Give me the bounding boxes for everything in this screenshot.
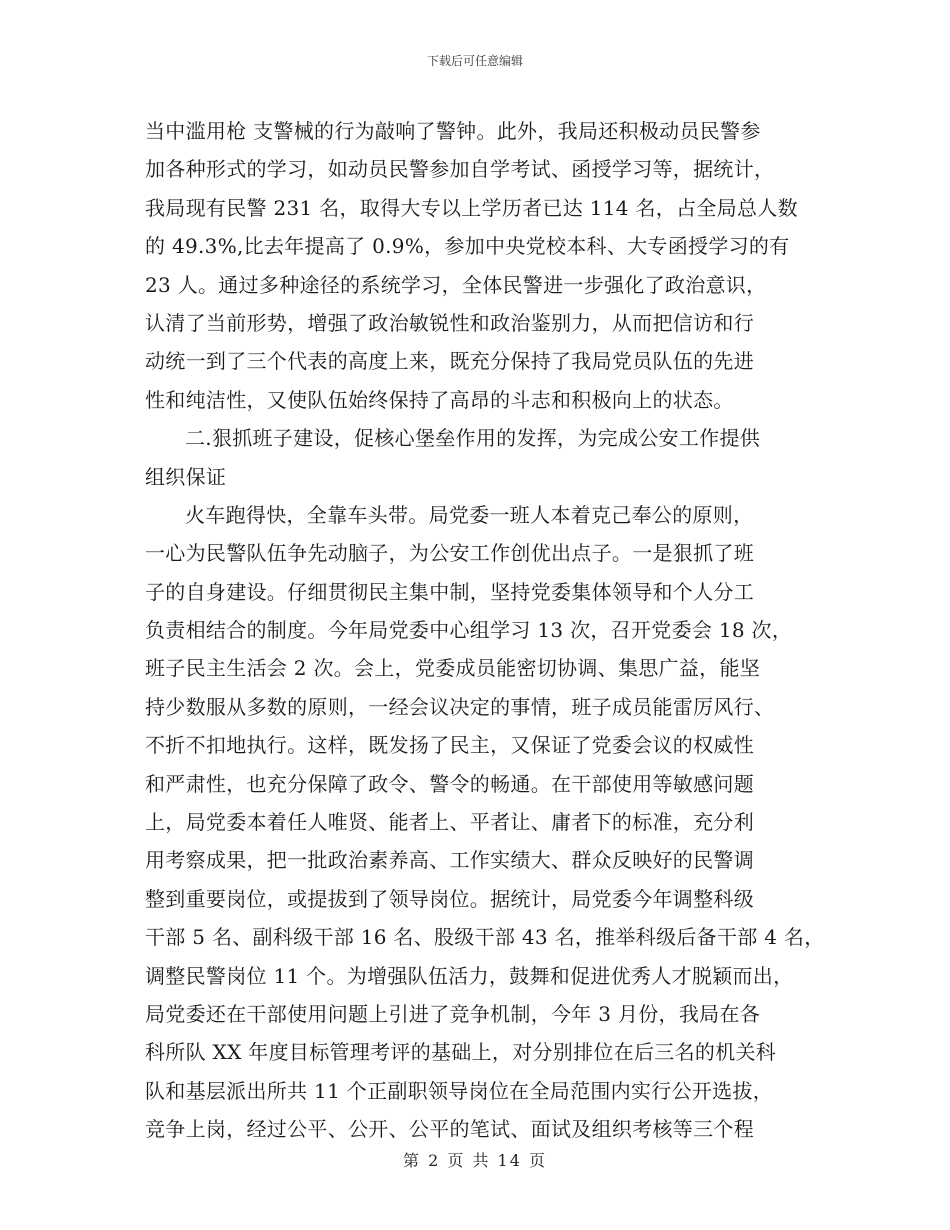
page-number-footer: 第 2 页 共 14 页	[403, 1151, 547, 1170]
document-body	[145, 112, 825, 1149]
text-line: 持少数服从多数的原则，一经会议决定的事情，班子成员能雷厉风行、	[145, 694, 775, 719]
text-line: 局党委还在干部使用问题上引进了竞争机制，今年 3 月份，我局在各	[145, 1001, 761, 1026]
text-line: 加各种形式的学习，如动员民警参加自学考试、函授学习等，据统计，	[145, 157, 775, 182]
text-line: 用考察成果，把一批政治素养高、工作实绩大、群众反映好的民警调	[145, 848, 754, 873]
text-line: 子的自身建设。仔细贯彻民主集中制，坚持党委集体领导和个人分工	[145, 579, 754, 604]
text-line: 性和纯洁性，又使队伍始终保持了高昂的斗志和积极向上的状态。	[145, 387, 734, 412]
text-line: 和严肃性，也充分保障了政令、警令的畅通。在干部使用等敏感问题	[145, 771, 754, 796]
text-line: 23 人。通过多种途径的系统学习，全体民警进一步强化了政治意识，	[145, 272, 767, 297]
text-line: 上，局党委本着任人唯贤、能者上、平者让、庸者下的标准，充分利	[145, 810, 754, 835]
section-heading-continued: 组织保证	[145, 464, 227, 489]
text-line: 一心为民警队伍争先动脑子，为公安工作创优出点子。一是狠抓了班	[145, 541, 754, 566]
section-heading: 二.狠抓班子建设，促核心堡垒作用的发挥，为完成公安工作提供	[185, 426, 761, 451]
text-line: 竞争上岗，经过公平、公开、公平的笔试、面试及组织考核等三个程	[145, 1117, 754, 1142]
text-line: 干部 5 名、副科级干部 16 名、股级干部 43 名，推举科级后备干部 4 名，	[145, 925, 825, 950]
text-line: 当中滥用枪 支警械的行为敲响了警钟。此外，我局还积极动员民警参	[145, 119, 761, 143]
text-line: 班子民主生活会 2 次。会上，党委成员能密切协调、集思广益，能坚	[145, 656, 761, 681]
text-line: 不折不扣地执行。这样，既发扬了民主，又保证了党委会议的权威性	[145, 733, 754, 758]
text-line: 调整民警岗位 11 个。为增强队伍活力，鼓舞和促进优秀人才脱颖而出，	[145, 963, 794, 988]
text-line: 整到重要岗位，或提拔到了领导岗位。据统计，局党委今年调整科级	[145, 886, 754, 911]
text-line: 科所队 XX 年度目标管理考评的基础上，对分别排位在后三名的机关科	[145, 1040, 777, 1065]
text-line: 队和基层派出所共 11 个正副职领导岗位在全局范围内实行公开选拔，	[145, 1078, 774, 1103]
page-header: 下载后可任意编辑	[426, 54, 523, 68]
text-line: 的 49.3%,比去年提高了 0.9%，参加中央党校本科、大专函授学习的有	[145, 234, 790, 259]
text-line: 我局现有民警 231 名，取得大专以上学历者已达 114 名，占全局总人数	[145, 195, 798, 220]
text-line: 负责相结合的制度。今年局党委中心组学习 13 次，召开党委会 18 次，	[145, 618, 793, 643]
text-line: 认清了当前形势，增强了政治敏锐性和政治鉴别力，从而把信访和行	[145, 310, 754, 335]
text-line: 动统一到了三个代表的高度上来，既充分保持了我局党员队伍的先进	[145, 349, 754, 374]
text-line: 火车跑得快，全靠车头带。局党委一班人本着克己奉公的原则，	[185, 502, 754, 527]
